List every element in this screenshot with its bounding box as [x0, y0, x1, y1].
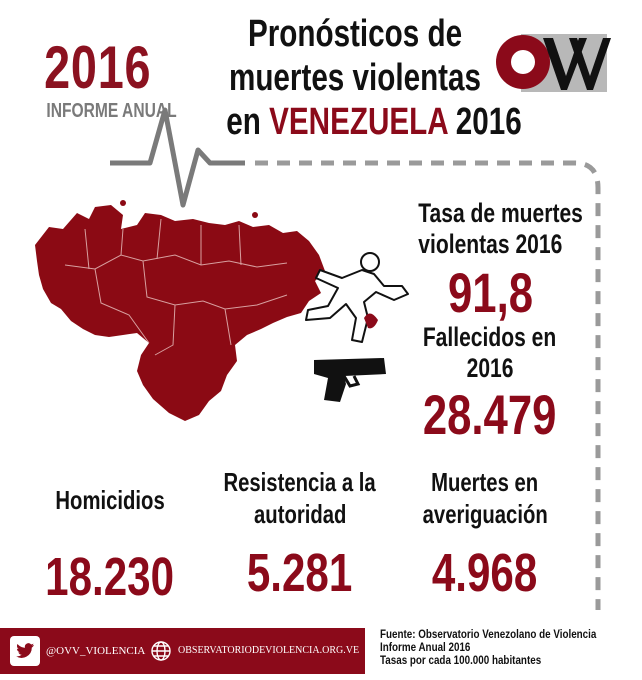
source-notes [380, 628, 640, 667]
title-line-3 [226, 100, 522, 144]
rate-stat [395, 198, 585, 322]
page-title [190, 12, 520, 144]
title-line-3-suffix: 2016 [455, 101, 522, 143]
investigation-stat [385, 466, 585, 602]
year-badge [28, 34, 177, 122]
ovv-logo-graphic [495, 28, 615, 94]
resistance-label-1: Resistencia a la [223, 467, 377, 497]
deaths-value: 28.479 [423, 383, 557, 446]
source-line-2: Informe Anual 2016 [380, 640, 471, 654]
rate-label-2: violentas 2016 [417, 229, 563, 259]
homicides-stat [20, 482, 200, 606]
rate-value: 91,8 [447, 261, 533, 324]
source-line-1: Fuente: Observatorio Venezolano de Violencia [380, 627, 597, 641]
badge-year: 2016 [44, 34, 152, 101]
deaths-label-2: 2016 [466, 353, 514, 383]
source-line-3: Tasas por cada 100.000 habitantes [380, 653, 542, 667]
venezuela-map-icon [25, 185, 345, 435]
homicides-value: 18.230 [45, 547, 175, 607]
title-line-2: muertes violentas [228, 57, 482, 99]
resistance-stat [200, 466, 400, 602]
investigation-label-2: averiguación [422, 499, 548, 529]
investigation-value: 4.968 [432, 543, 538, 603]
deaths-label-1: Fallecidos en [423, 322, 557, 352]
homicides-label: Homicidios [55, 485, 165, 515]
globe-icon [150, 640, 172, 662]
website-link[interactable]: OBSERVATORIODEVIOLENCIA.ORG.VE [178, 645, 360, 656]
title-line-3-prefix: en [226, 101, 261, 143]
title-country: VENEZUELA [269, 101, 448, 143]
deaths-stat [395, 322, 585, 444]
badge-subtitle: INFORME ANUAL [46, 100, 177, 122]
resistance-label-2: autoridad [253, 499, 347, 529]
rate-label-1: Tasa de muertes [418, 198, 583, 228]
resistance-value: 5.281 [247, 543, 353, 603]
title-line-1: Pronósticos de [247, 13, 463, 55]
twitter-handle[interactable]: @OVV_VIOLENCIA [46, 645, 146, 657]
twitter-icon[interactable] [10, 636, 40, 666]
footer-bar [0, 628, 365, 674]
ovv-logo [495, 28, 615, 94]
investigation-label-1: Muertes en [431, 467, 539, 497]
pistol-icon [310, 350, 390, 405]
